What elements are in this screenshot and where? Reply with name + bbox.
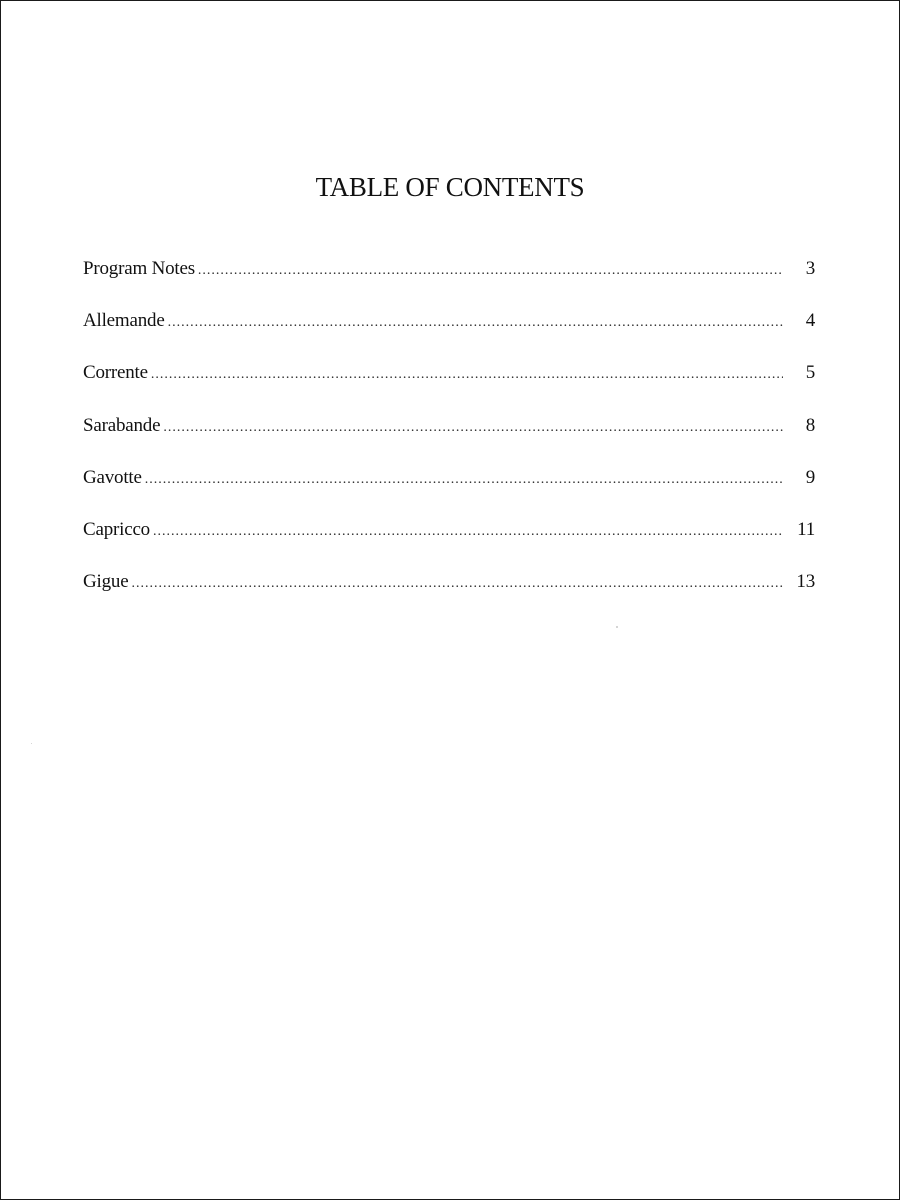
toc-entry-label: Gigue <box>83 571 129 593</box>
dot-leader <box>168 305 783 341</box>
toc-entry-page: 8 <box>805 414 815 436</box>
toc-entry-page: 5 <box>805 362 815 384</box>
dot-leader <box>151 357 783 393</box>
toc-entry-gavotte <box>83 460 815 512</box>
toc-entry-page: 4 <box>805 310 815 332</box>
page-title: TABLE OF CONTENTS <box>315 172 585 202</box>
toc-entry-label: Corrente <box>83 362 148 384</box>
toc-entry-allemande <box>83 303 815 355</box>
toc-entry-page: 3 <box>805 258 815 279</box>
scan-speck <box>31 743 32 744</box>
toc-entry-sarabande <box>83 408 815 460</box>
toc-entry-gigue <box>83 564 815 616</box>
toc-entry-label: Allemande <box>83 310 165 332</box>
toc-entry-program-notes <box>83 251 815 303</box>
toc-entry-label: Gavotte <box>83 466 142 488</box>
toc-entry-page: 9 <box>805 466 815 488</box>
dot-leader <box>131 566 783 602</box>
toc-entry-page: 11 <box>797 518 815 540</box>
dot-leader <box>198 253 783 289</box>
toc-entry-label: Program Notes <box>83 258 195 279</box>
dot-leader <box>153 514 783 550</box>
dot-leader <box>145 462 783 498</box>
toc-entry-label: Capricco <box>83 518 150 540</box>
toc-entry-capricco <box>83 512 815 564</box>
table-of-contents <box>83 251 815 616</box>
toc-entry-label: Sarabande <box>83 414 161 436</box>
toc-entry-corrente <box>83 355 815 407</box>
toc-entry-page: 13 <box>796 571 815 593</box>
dot-leader <box>163 410 783 446</box>
scan-speck <box>616 626 618 628</box>
